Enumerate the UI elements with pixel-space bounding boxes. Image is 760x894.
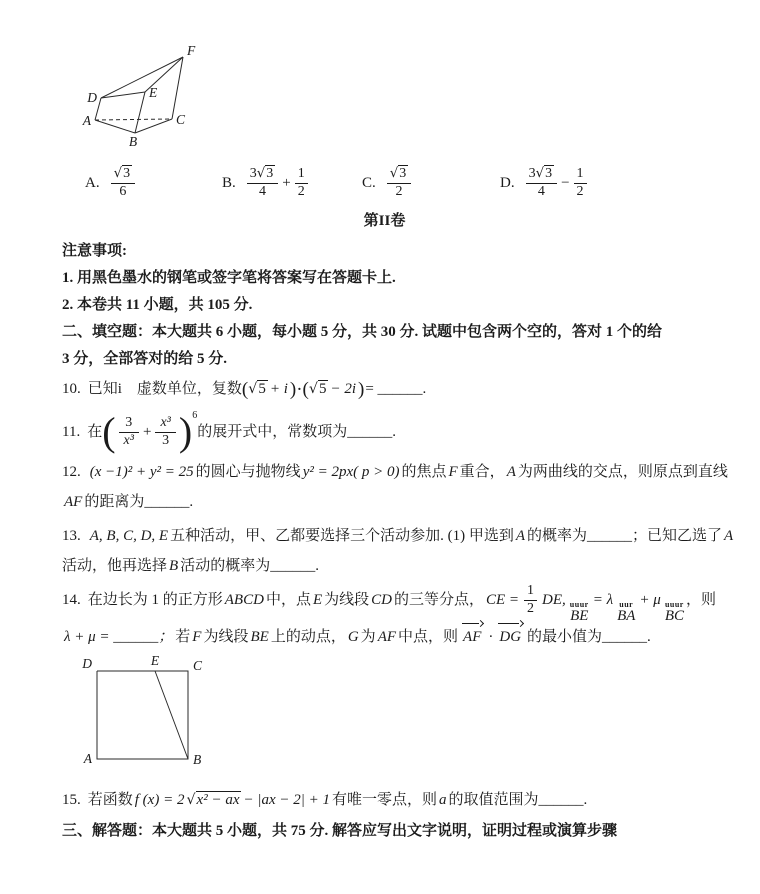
square-outline [97,671,188,759]
vertex-label-c: C [176,112,186,127]
vertex-label-b: B [193,752,202,767]
q13-number: 13. [62,528,81,544]
vector-arrow-artifact: uuur [569,600,589,609]
sqrt-icon: √ [535,166,545,182]
q11-number: 11. [62,424,81,440]
vertex-label-e: E [149,85,158,100]
question-11: 11. 在 ( $\frac{3}{\text{x³}}$ + $\frac{\text{x³}}{3}$ ) $^6$ 的展开式中，常数项为______. [62,406,760,458]
notes-heading: 注意事项: [62,243,127,259]
q10-number: 10. [62,381,81,397]
option-d-fraction2: $\frac{1}{2}$ [574,166,587,201]
vector-arrow-artifact: uur [619,600,634,609]
option-d-op: − [561,174,570,191]
part2-title: 第II卷 [363,213,406,229]
option-d-fraction1: $\frac{3√3}{4}$ [526,165,557,201]
question-10: 10. 已知i 虚数单位，复数(√5 + i )·(√5 − 2i )= ______. [62,379,427,400]
exam-page [0,40,760,894]
option-a-fraction: $\frac{√3}{6}$ [111,165,135,201]
figure-square [70,653,270,775]
option-d [500,165,590,201]
vertex-label-c: C [193,658,203,673]
question-12-line2: AF 的距离为______. [64,494,194,510]
vertex-label-a: A [83,751,92,766]
q12-number: 12. [62,464,81,480]
vector-be: uuur BE [569,600,589,625]
notes-item-2: 2. 本卷共 11 小题，共 105 分. [62,297,253,313]
option-a [85,165,222,201]
answer-options-row [62,161,760,205]
q15-radical: √x² − ax [186,792,240,808]
edge-cf [172,57,183,119]
q14-number: 14. [62,592,81,608]
question-13-line1: 13. A, B, C, D, E 五种活动，甲、乙都要选择三个活动参加. (1) 甲选到 A 的概率为______；已知乙选了 A [62,528,734,544]
vector-bc: uuur BC [664,600,684,625]
q11-fraction2: $\frac{\text{x³}}{3}$ [155,415,175,450]
solve-section-heading: 三、解答题：本大题共 5 小题，共 75 分. 解答应写出文字说明，证明过程或演算步骤 [62,823,618,839]
option-a-label: A. [85,174,100,191]
vertex-label-a: A [82,113,91,128]
sqrt-icon: √ [308,381,318,397]
vertex-label-d: D [82,656,92,671]
edge-be [135,92,145,133]
question-13-line2: 活动，他再选择 B 活动的概率为______. [62,558,319,574]
option-b-fraction2: $\frac{1}{2}$ [295,166,308,201]
sqrt-icon: √ [256,166,266,182]
q11-fraction1: $\frac{3}{\text{x³}}$ [119,415,139,450]
option-b-op: + [282,174,291,191]
question-12-line1: 12. (x −1)² + y² = 25 的圆心与抛物线 y² = 2px( p > 0) 的焦点 F 重合， A 为两曲线的交点，则原点到直线 [62,464,728,480]
vertex-label-e: E [150,653,160,668]
notes-item-1: 1. 用黑色墨水的钢笔或签字笔将答案写在答题卡上. [62,270,396,286]
sqrt-icon: √ [389,166,399,182]
vector-arrow-artifact: uuur [664,600,684,609]
vector-ba: uur BA [617,600,636,625]
option-c-fraction: $\frac{√3}{2}$ [387,165,411,201]
vertex-label-d: D [87,90,97,105]
edge-ab [95,120,135,133]
fill-section-heading-line1: 二、填空题：本大题共 6 小题，每小题 5 分，共 30 分. 试题中包含两个空的，答对 1 个的给 [62,324,663,340]
sqrt-icon: √ [113,166,123,182]
q14-fraction: $\frac{1}{2}$ [524,583,537,618]
q11-exponent: 6 [192,410,198,421]
option-c-label: C. [362,174,376,191]
segment-eb [155,671,188,759]
vector-af: AF [462,622,483,649]
question-14-line1: 14. 在边长为 1 的正方形 ABCD 中，点 E 为线段 CD 的三等分点， CE = $\frac{1}{2}$ DE, uuur BE = λ uur BA + μ uuur BC ，则 [62,583,716,625]
option-b-fraction1: $\frac{3√3}{4}$ [247,165,278,201]
vector-dg: DG [498,622,523,649]
sqrt-icon: √ [186,792,196,808]
option-c [362,165,500,201]
edge-df [101,57,183,98]
option-d-label: D. [500,174,515,191]
option-b [222,165,362,201]
figure-prism [62,40,292,155]
sqrt-icon: √ [248,381,258,397]
q15-number: 15. [62,792,81,808]
edge-bc [135,119,172,133]
option-b-label: B. [222,174,236,191]
dot-operator: · [488,629,494,645]
question-14-line2: λ + μ = ______； 若 F 为线段 BE 上的动点， G 为 AF 中点，则 AF · DG 的最小值为______. [62,622,760,649]
vertex-label-f: F [187,43,196,58]
question-15: 15. 若函数 f (x) = 2 √x² − ax − |ax − 2| + 1 有唯一零点，则 a 的取值范围为______. [62,792,588,808]
edge-ac-dashed [95,119,172,120]
vertex-label-b: B [128,134,138,149]
fill-section-heading-line2: 3 分，全部答对的给 5 分. [62,351,228,367]
q10-blank: = ______. [365,381,427,397]
